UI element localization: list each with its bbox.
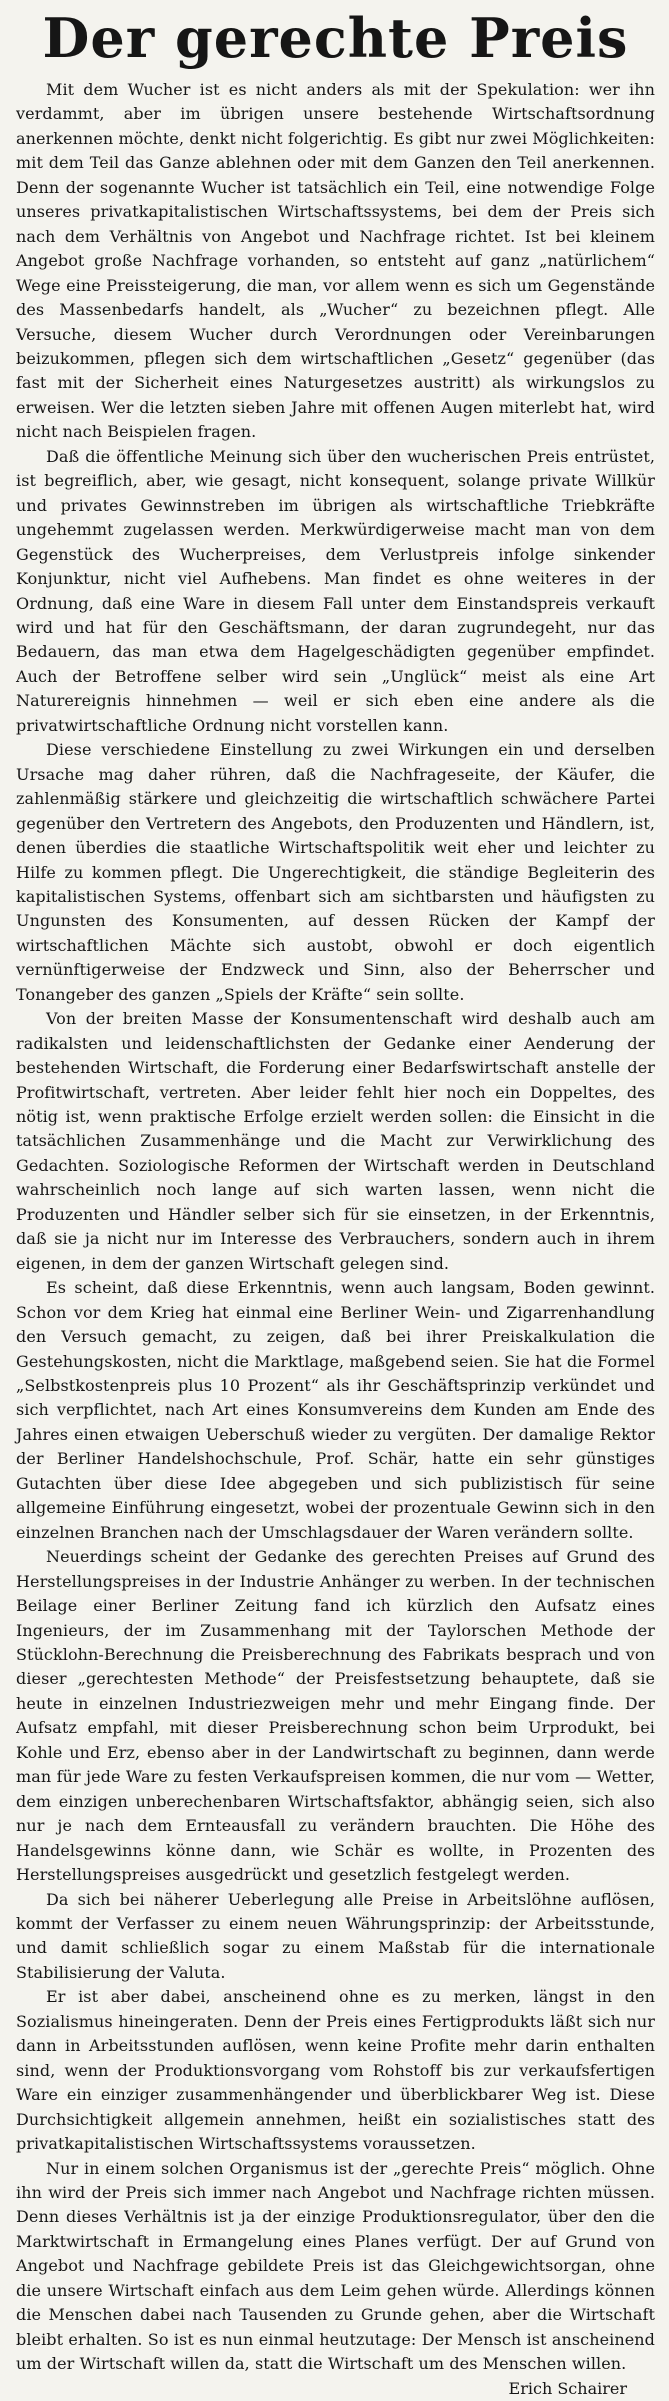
- paragraph: Neuerdings scheint der Gedanke des gerechten Preises auf Grund des Herstellungspreises in der Industrie Anhänger zu werben. In der technischen Beilage einer Berliner Zeitung fand ich kürzlich den Aufsatz eines Ingenieurs, der im Zusammenhang mit der Taylorschen Methode der Stücklohn-Berechnung die Preisberechnung des Fabrikats besprach und von dieser „gerechtesten Methode“ der Preisfestsetzung behauptete, daß sie heute in einzelnen Industriezweigen mehr und mehr Eingang finde. Der Aufsatz empfahl, mit dieser Preisberechnung schon beim Urprodukt, bei Kohle und Erz, ebenso aber in der Landwirtschaft zu beginnen, dann werde man für jede Ware zu festen Verkaufspreisen kommen, die nur vom — Wetter, dem einzigen unberechenbaren Wirtschaftsfaktor, abhängig seien, sich also nur je nach dem Ernteausfall zu verändern brauchten. Die Höhe des Handelsgewinns könne dann, wie Schär es wollte, in Prozenten des Herstellungspreises ausgedrückt und gesetzlich festgelegt werden.: [16, 1547, 655, 1885]
- author-signature: Erich Schairer: [508, 2378, 627, 2398]
- paragraph: Es scheint, daß diese Erkenntnis, wenn auch langsam, Boden gewinnt. Schon vor dem Krieg hat einmal eine Berliner Wein- und Zigarrenhandlung den Versuch gemacht, zu zeigen, daß bei ihrer Preiskalkulation die Gestehungskosten, nicht die Marktlage, maßgebend seien. Sie hat die Formel „Selbstkostenpreis plus 10 Prozent“ als ihr Geschäftsprinzip verkündet und sich verpflichtet, nach Art eines Konsumvereins dem Kunden am Ende des Jahres einen etwaigen Ueberschuß wieder zu vergüten. Der damalige Rektor der Berliner Handelshochschule, Prof. Schär, hatte ein sehr günstiges Gutachten über diese Idee abgegeben und sich publizistisch für seine allgemeine Einführung eingesetzt, wobei der prozentuale Gewinn sich in den einzelnen Branchen nach der Umschlagsdauer der Waren verändern sollte.: [16, 1278, 655, 1542]
- paragraph: Da sich bei näherer Ueberlegung alle Preise in Arbeitslöhne auflösen, kommt der Verfasser zu einem neuen Währungsprinzip: der Arbeitsstunde, und damit schließlich sogar zu einem Maßstab für die internationale Stabilisierung der Valuta.: [16, 1889, 655, 1982]
- paragraph: Daß die öffentliche Meinung sich über den wucherischen Preis entrüstet, ist begreiflich, aber, wie gesagt, nicht konsequent, solange private Willkür und privates Gewinnstreben im übrigen als wirtschaftliche Triebkräfte ungehemmt zugelassen werden. Merkwürdigerweise macht man von dem Gegenstück des Wucherpreises, dem Verlustpreis infolge sinkender Konjunktur, nicht viel Aufhebens. Man findet es ohne weiteres in der Ordnung, daß eine Ware in diesem Fall unter dem Einstandspreis verkauft wird und hat für den Geschäftsmann, der daran zugrundegeht, nur das Bedauern, das man etwa dem Hagelgeschädigten gegenüber empfindet. Auch der Betroffene selber wird sein „Unglück“ meist als eine Art Naturereignis hinnehmen — weil er sich eben eine andere als die privatwirtschaftliche Ordnung nicht vorstellen kann.: [16, 446, 655, 735]
- article-body: [16, 78, 655, 2377]
- paragraph: Mit dem Wucher ist es nicht anders als mit der Spekulation: wer ihn verdammt, aber im übrigen unsere bestehende Wirtschaftsordnung anerkennen möchte, denkt nicht folgerichtig. Es gibt nur zwei Möglichkeiten: mit dem Teil das Ganze ablehnen oder mit dem Ganzen den Teil anerkennen. Denn der sogenannte Wucher ist tatsächlich ein Teil, eine notwendige Folge unseres privatkapitalistischen Wirtschaftssystems, bei dem der Preis sich nach dem Verhältnis von Angebot und Nachfrage richtet. Ist bei kleinem Angebot große Nachfrage vorhanden, so entsteht auf ganz „natürlichem“ Wege eine Preissteigerung, die man, vor allem wenn es sich um Gegenstände des Massenbedarfs handelt, als „Wucher“ zu bezeichnen pflegt. Alle Versuche, diesem Wucher durch Verordnungen oder Vereinbarungen beizukommen, pflegen sich dem wirtschaftlichen „Gesetz“ gegenüber (das fast mit der Sicherheit eines Naturgesetzes austritt) als wirkungslos zu erweisen. Wer die letzten sieben Jahre mit offenen Augen miterlebt hat, wird nicht nach Beispielen fragen.: [16, 80, 655, 442]
- paragraph: Von der breiten Masse der Konsumentenschaft wird deshalb auch am radikalsten und leidenschaftlichsten der Gedanke einer Aenderung der bestehenden Wirtschaft, die Forderung einer Bedarfswirtschaft anstelle der Profitwirtschaft, vertreten. Aber leider fehlt hier noch ein Doppeltes, des nötig ist, wenn praktische Erfolge erzielt werden sollen: die Einsicht in die tatsächlichen Zusammenhänge und die Macht zur Verwirklichung des Gedachten. Soziologische Reformen der Wirtschaft werden in Deutschland wahrscheinlich noch lange auf sich warten lassen, wenn nicht die Produzenten und Händler selber sich für sie einsetzen, in der Erkenntnis, daß sie ja nicht nur im Interesse des Verbrauchers, sondern auch in ihrem eigenen, in dem der ganzen Wirtschaft gelegen sind.: [16, 1009, 655, 1273]
- paragraph: Er ist aber dabei, anscheinend ohne es zu merken, längst in den Sozialismus hineingeraten. Denn der Preis eines Fertigprodukts läßt sich nur dann in Arbeitsstunden auflösen, wenn keine Profite mehr darin enthalten sind, wenn der Produktionsvorgang vom Rohstoff bis zur verkaufsfertigen Ware ein einziger zusammenhängender und überblickbarer Weg ist. Diese Durchsichtigkeit allgemein annehmen, heißt ein sozialistisches statt des privatkapitalistischen Wirtschaftssystems voraussetzen.: [16, 1987, 655, 2154]
- paragraph: Nur in einem solchen Organismus ist der „gerechte Preis“ möglich. Ohne ihn wird der Preis sich immer nach Angebot und Nachfrage richten müssen. Denn dieses Verhältnis ist ja der einzige Produktionsregulator, über den die Marktwirtschaft in Ermangelung eines Planes verfügt. Der auf Grund von Angebot und Nachfrage gebildete Preis ist das Gleichgewichtsorgan, ohne die unsere Wirtschaft einfach aus dem Leim gehen würde. Allerdings können die Menschen dabei nach Tausenden zu Grunde gehen, aber die Wirtschaft bleibt erhalten. So ist es nun einmal heutzutage: Der Mensch ist anscheinend um der Wirtschaft willen da, statt die Wirtschaft um des Menschen willen.: [16, 2158, 655, 2374]
- paragraph: Diese verschiedene Einstellung zu zwei Wirkungen ein und derselben Ursache mag daher rühren, daß die Nachfrageseite, der Käufer, die zahlenmäßig stärkere und gleichzeitig die wirtschaftlich schwächere Partei gegenüber den Vertretern des Angebots, den Produzenten und Händlern, ist, denen überdies die staatliche Wirtschaftspolitik weit eher und leichter zu Hilfe zu kommen pflegt. Die Ungerechtigkeit, die ständige Begleiterin des kapitalistischen Systems, offenbart sich am sichtbarsten und häufigsten zu Ungunsten des Konsumenten, auf dessen Rücken der Kampf der wirtschaftlichen Mächte sich austobt, obwohl er doch eigentlich vernünftigerweise der Endzweck und Sinn, also der Beherrscher und Tonangeber des ganzen „Spiels der Kräfte“ sein sollte.: [16, 740, 655, 1004]
- article-title: Der gerechte Preis: [42, 6, 629, 70]
